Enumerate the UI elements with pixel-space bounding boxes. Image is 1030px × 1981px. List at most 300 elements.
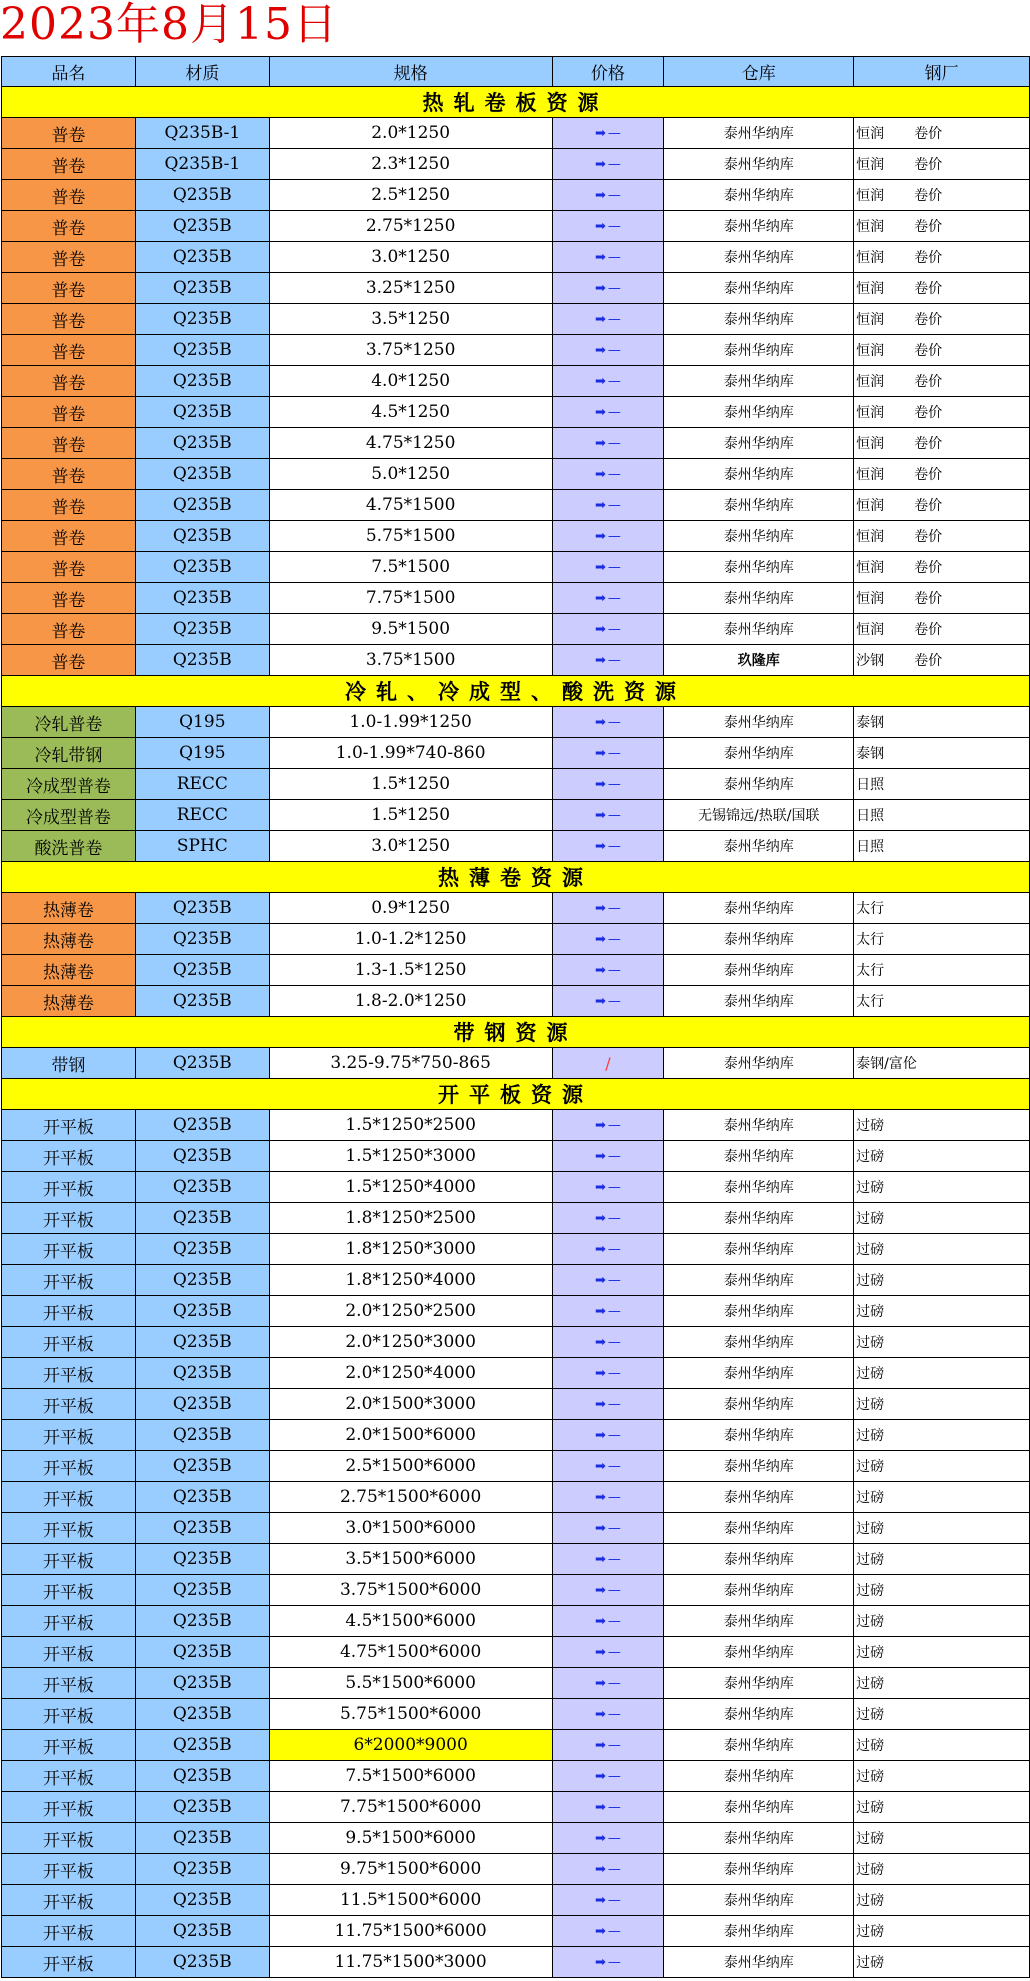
product-name-cell: 开平板 [2,1389,136,1420]
price-cell [552,1947,664,1978]
material-cell: Q195 [135,738,269,769]
arrow-right-icon: ➡ [594,714,606,730]
table-row [2,1916,1030,1947]
arrow-right-icon: ➡ [594,993,606,1009]
arrow-right-icon: ➡ [594,1489,606,1505]
price-basis-label: 卷价 [914,374,943,390]
spec-cell: 1.0-1.99*740-860 [269,738,552,769]
arrow-right-icon: ➡ [594,404,606,420]
arrow-right-icon: ➡ [594,1644,606,1660]
table-row [2,1637,1030,1668]
dash-mark: — [607,714,621,730]
mill-cell [854,149,1030,180]
price-cell [552,1575,664,1606]
product-name-cell: 普卷 [2,552,136,583]
spec-cell: 3.75*1500 [269,645,552,676]
dash-mark: — [607,931,621,947]
spec-cell: 2.5*1500*6000 [269,1451,552,1482]
price-basis-label: 卷价 [914,560,943,576]
spec-cell: 1.5*1250*3000 [269,1141,552,1172]
dash-mark: — [607,1706,621,1722]
dash-mark: — [607,249,621,265]
mill-cell [854,552,1030,583]
material-cell: Q235B [135,986,269,1017]
material-cell: Q235B-1 [135,149,269,180]
dash-mark: — [607,1582,621,1598]
price-cell [552,1513,664,1544]
table-row [2,614,1030,645]
arrow-right-icon: ➡ [594,1861,606,1877]
price-cell [552,1234,664,1265]
mill-name: 过磅 [856,1242,885,1258]
warehouse-cell: 泰州华纳库 [664,118,854,149]
warehouse-cell: 泰州华纳库 [664,1885,854,1916]
mill-cell [854,1420,1030,1451]
mill-cell [854,1947,1030,1978]
section-header-row [2,87,1030,118]
arrow-right-icon: ➡ [594,156,606,172]
spec-cell: 2.0*1250*4000 [269,1358,552,1389]
material-cell: Q235B [135,1544,269,1575]
material-cell: Q235B [135,1482,269,1513]
arrow-right-icon: ➡ [594,1582,606,1598]
arrow-right-icon: ➡ [594,1117,606,1133]
mill-cell [854,1234,1030,1265]
price-cell [552,180,664,211]
warehouse-cell: 泰州华纳库 [664,1389,854,1420]
warehouse-cell: 玖隆库 [664,645,854,676]
arrow-right-icon: ➡ [594,311,606,327]
mill-name: 恒润 [856,126,885,142]
mill-name: 过磅 [856,1800,885,1816]
dash-mark: — [607,1675,621,1691]
price-cell [552,1420,664,1451]
warehouse-cell: 泰州华纳库 [664,490,854,521]
table-row [2,428,1030,459]
price-basis-label: 卷价 [914,467,943,483]
product-name-cell: 普卷 [2,335,136,366]
dash-mark: — [607,528,621,544]
mill-name: 过磅 [856,1738,885,1754]
mill-name: 日照 [856,808,885,824]
material-cell: Q235B [135,304,269,335]
product-name-cell: 冷轧普卷 [2,707,136,738]
product-name-cell: 开平板 [2,1513,136,1544]
price-basis-label: 卷价 [914,219,943,235]
product-name-cell: 开平板 [2,1172,136,1203]
mill-cell [854,614,1030,645]
stock-table-body [2,57,1030,1978]
warehouse-cell: 泰州华纳库 [664,459,854,490]
table-row [2,552,1030,583]
product-name-cell: 开平板 [2,1482,136,1513]
spec-cell: 1.5*1250 [269,769,552,800]
mill-cell [854,1575,1030,1606]
table-row [2,273,1030,304]
arrow-right-icon: ➡ [594,1427,606,1443]
warehouse-cell: 泰州华纳库 [664,1172,854,1203]
mill-cell [854,1916,1030,1947]
arrow-right-icon: ➡ [594,218,606,234]
mill-cell [854,1141,1030,1172]
dash-mark: — [607,404,621,420]
section-title: 热薄卷资源 [2,862,1030,893]
table-row [2,800,1030,831]
warehouse-cell: 泰州华纳库 [664,273,854,304]
product-name-cell: 开平板 [2,1110,136,1141]
mill-cell [854,1203,1030,1234]
mill-cell [854,335,1030,366]
product-name-cell: 普卷 [2,645,136,676]
table-row [2,1203,1030,1234]
warehouse-cell: 泰州华纳库 [664,1482,854,1513]
price-basis-label: 卷价 [914,622,943,638]
mill-name: 过磅 [856,1521,885,1537]
product-name-cell: 开平板 [2,1854,136,1885]
mill-name: 太行 [856,901,885,917]
arrow-right-icon: ➡ [594,1799,606,1815]
material-cell: Q235B [135,1916,269,1947]
dash-mark: — [607,280,621,296]
mill-name: 泰钢/富伦 [856,1056,917,1072]
warehouse-cell: 泰州华纳库 [664,1048,854,1079]
price-cell [552,924,664,955]
price-cell [552,149,664,180]
dash-mark: — [607,745,621,761]
warehouse-cell: 泰州华纳库 [664,831,854,862]
dash-mark: — [607,497,621,513]
warehouse-cell: 泰州华纳库 [664,1203,854,1234]
price-cell [552,428,664,459]
mill-cell [854,1699,1030,1730]
arrow-right-icon: ➡ [594,1830,606,1846]
arrow-right-icon: ➡ [594,1365,606,1381]
section-header-row [2,676,1030,707]
material-cell: Q195 [135,707,269,738]
spec-cell: 7.5*1500*6000 [269,1761,552,1792]
mill-cell [854,242,1030,273]
product-name-cell: 热薄卷 [2,955,136,986]
spec-cell: 1.8*1250*4000 [269,1265,552,1296]
mill-cell [854,738,1030,769]
dash-mark: — [607,962,621,978]
price-cell [552,1172,664,1203]
table-row [2,1482,1030,1513]
arrow-right-icon: ➡ [594,1954,606,1970]
material-cell: Q235B [135,1203,269,1234]
material-cell: Q235B [135,1141,269,1172]
dash-mark: — [607,1396,621,1412]
warehouse-cell: 泰州华纳库 [664,738,854,769]
mill-cell [854,1389,1030,1420]
mill-cell [854,397,1030,428]
spec-cell: 9.5*1500*6000 [269,1823,552,1854]
dash-mark: — [607,1768,621,1784]
dash-mark: — [607,590,621,606]
product-name-cell: 开平板 [2,1699,136,1730]
table-row [2,304,1030,335]
price-cell [552,366,664,397]
product-name-cell: 冷成型普卷 [2,800,136,831]
table-row [2,738,1030,769]
dash-mark: — [607,1799,621,1815]
product-name-cell: 开平板 [2,1141,136,1172]
price-cell [552,304,664,335]
material-cell: Q235B [135,1947,269,1978]
dash-mark: — [607,652,621,668]
price-cell [552,273,664,304]
mill-name: 恒润 [856,436,885,452]
warehouse-cell: 泰州华纳库 [664,1699,854,1730]
mill-cell [854,645,1030,676]
table-row [2,1761,1030,1792]
material-cell: Q235B [135,1358,269,1389]
arrow-right-icon: ➡ [594,1675,606,1691]
warehouse-cell: 泰州华纳库 [664,583,854,614]
dash-mark: — [607,435,621,451]
price-cell [552,1544,664,1575]
material-cell: Q235B [135,1513,269,1544]
arrow-right-icon: ➡ [594,1706,606,1722]
spec-cell: 2.3*1250 [269,149,552,180]
mill-cell [854,1265,1030,1296]
product-name-cell: 热薄卷 [2,893,136,924]
product-name-cell: 开平板 [2,1358,136,1389]
table-row [2,645,1030,676]
arrow-right-icon: ➡ [594,1241,606,1257]
price-cell [552,1048,664,1079]
dash-mark: — [607,1179,621,1195]
mill-cell [854,1358,1030,1389]
table-row [2,1048,1030,1079]
price-cell [552,1823,664,1854]
material-cell: Q235B [135,1761,269,1792]
spec-cell: 3.75*1250 [269,335,552,366]
table-row [2,924,1030,955]
table-row [2,986,1030,1017]
material-cell: Q235B [135,583,269,614]
table-row [2,1420,1030,1451]
dash-mark: — [607,466,621,482]
arrow-right-icon: ➡ [594,1148,606,1164]
warehouse-cell: 泰州华纳库 [664,1792,854,1823]
spec-cell: 9.5*1500 [269,614,552,645]
spec-cell: 3.5*1250 [269,304,552,335]
dash-mark: — [607,776,621,792]
warehouse-cell: 泰州华纳库 [664,1513,854,1544]
arrow-right-icon: ➡ [594,807,606,823]
spec-cell: 1.8-2.0*1250 [269,986,552,1017]
material-cell: SPHC [135,831,269,862]
mill-cell [854,707,1030,738]
mill-name: 恒润 [856,250,885,266]
table-row [2,955,1030,986]
material-cell: Q235B [135,242,269,273]
spec-cell: 0.9*1250 [269,893,552,924]
product-name-cell: 普卷 [2,459,136,490]
dash-mark: — [607,1613,621,1629]
product-name-cell: 普卷 [2,211,136,242]
product-name-cell: 酸洗普卷 [2,831,136,862]
mill-cell [854,583,1030,614]
mill-name: 过磅 [856,1428,885,1444]
product-name-cell: 普卷 [2,273,136,304]
dash-mark: — [607,1737,621,1753]
spec-cell: 2.0*1250 [269,118,552,149]
warehouse-cell: 泰州华纳库 [664,1730,854,1761]
material-cell: Q235B [135,366,269,397]
mill-name: 过磅 [856,1614,885,1630]
spec-cell: 1.0-1.2*1250 [269,924,552,955]
price-cell [552,1761,664,1792]
product-name-cell: 热薄卷 [2,924,136,955]
price-cell [552,707,664,738]
spec-cell: 4.5*1250 [269,397,552,428]
mill-cell [854,366,1030,397]
warehouse-cell: 泰州华纳库 [664,924,854,955]
mill-name: 过磅 [856,1273,885,1289]
product-name-cell: 开平板 [2,1761,136,1792]
dash-mark: — [607,559,621,575]
spec-cell: 7.5*1500 [269,552,552,583]
spec-cell: 4.5*1500*6000 [269,1606,552,1637]
dash-mark: — [607,807,621,823]
material-cell: Q235B [135,1823,269,1854]
spec-cell: 4.75*1500*6000 [269,1637,552,1668]
mill-name: 过磅 [856,1924,885,1940]
warehouse-cell: 泰州华纳库 [664,1606,854,1637]
mill-cell [854,769,1030,800]
arrow-right-icon: ➡ [594,1551,606,1567]
price-cell [552,583,664,614]
material-cell: Q235B [135,1792,269,1823]
warehouse-cell: 泰州华纳库 [664,1110,854,1141]
arrow-right-icon: ➡ [594,559,606,575]
price-cell [552,1141,664,1172]
product-name-cell: 开平板 [2,1265,136,1296]
warehouse-cell: 泰州华纳库 [664,769,854,800]
mill-cell [854,1296,1030,1327]
dash-mark: — [607,342,621,358]
table-row [2,1885,1030,1916]
mill-name: 恒润 [856,622,885,638]
table-row [2,180,1030,211]
price-cell [552,118,664,149]
section-title: 带钢资源 [2,1017,1030,1048]
product-name-cell: 普卷 [2,149,136,180]
price-basis-label: 卷价 [914,591,943,607]
warehouse-cell: 泰州华纳库 [664,1575,854,1606]
header-spec: 规格 [269,57,552,87]
warehouse-cell: 泰州华纳库 [664,1544,854,1575]
product-name-cell: 普卷 [2,583,136,614]
table-row [2,335,1030,366]
material-cell: Q235B [135,1110,269,1141]
spec-cell: 3.25*1250 [269,273,552,304]
mill-cell [854,211,1030,242]
mill-cell [854,1513,1030,1544]
product-name-cell: 普卷 [2,614,136,645]
price-cell [552,1110,664,1141]
mill-name: 过磅 [856,1645,885,1661]
price-cell [552,211,664,242]
arrow-right-icon: ➡ [594,900,606,916]
table-row [2,769,1030,800]
arrow-right-icon: ➡ [594,1210,606,1226]
price-cell [552,1730,664,1761]
material-cell: Q235B [135,397,269,428]
warehouse-cell: 泰州华纳库 [664,1854,854,1885]
dash-mark: — [607,311,621,327]
price-cell [552,459,664,490]
material-cell: Q235B [135,521,269,552]
price-cell [552,645,664,676]
product-name-cell: 普卷 [2,428,136,459]
mill-name: 恒润 [856,343,885,359]
table-row [2,1606,1030,1637]
mill-cell [854,1885,1030,1916]
table-row [2,1141,1030,1172]
spec-cell: 3.25-9.75*750-865 [269,1048,552,1079]
warehouse-cell: 泰州华纳库 [664,1761,854,1792]
spec-cell: 2.75*1250 [269,211,552,242]
price-cell [552,769,664,800]
dash-mark: — [607,1489,621,1505]
spec-cell: 11.5*1500*6000 [269,1885,552,1916]
mill-name: 过磅 [856,1955,885,1971]
mill-cell [854,490,1030,521]
mill-name: 恒润 [856,312,885,328]
material-cell: Q235B [135,1885,269,1916]
price-cell [552,831,664,862]
arrow-right-icon: ➡ [594,621,606,637]
dash-mark: — [607,1954,621,1970]
mill-cell [854,428,1030,459]
material-cell: Q235B-1 [135,118,269,149]
dash-mark: — [607,1644,621,1660]
dash-mark: — [607,1923,621,1939]
mill-name: 过磅 [856,1459,885,1475]
mill-name: 恒润 [856,467,885,483]
warehouse-cell: 泰州华纳库 [664,428,854,459]
product-name-cell: 普卷 [2,242,136,273]
arrow-right-icon: ➡ [594,1892,606,1908]
product-name-cell: 开平板 [2,1885,136,1916]
mill-cell [854,459,1030,490]
warehouse-cell: 泰州华纳库 [664,1823,854,1854]
spec-cell: 2.0*1500*3000 [269,1389,552,1420]
table-row [2,459,1030,490]
warehouse-cell: 泰州华纳库 [664,149,854,180]
price-cell [552,1916,664,1947]
mill-name: 过磅 [856,1862,885,1878]
warehouse-cell: 无锡锦远/热联/国联 [664,800,854,831]
warehouse-cell: 泰州华纳库 [664,1451,854,1482]
dash-mark: — [607,156,621,172]
price-cell [552,1389,664,1420]
price-cell [552,738,664,769]
mill-name: 过磅 [856,1366,885,1382]
price-cell [552,242,664,273]
dash-mark: — [607,1427,621,1443]
arrow-right-icon: ➡ [594,280,606,296]
price-cell [552,1699,664,1730]
price-basis-label: 卷价 [914,405,943,421]
mill-name: 恒润 [856,560,885,576]
spec-cell: 2.0*1500*6000 [269,1420,552,1451]
price-basis-label: 卷价 [914,188,943,204]
table-row [2,521,1030,552]
